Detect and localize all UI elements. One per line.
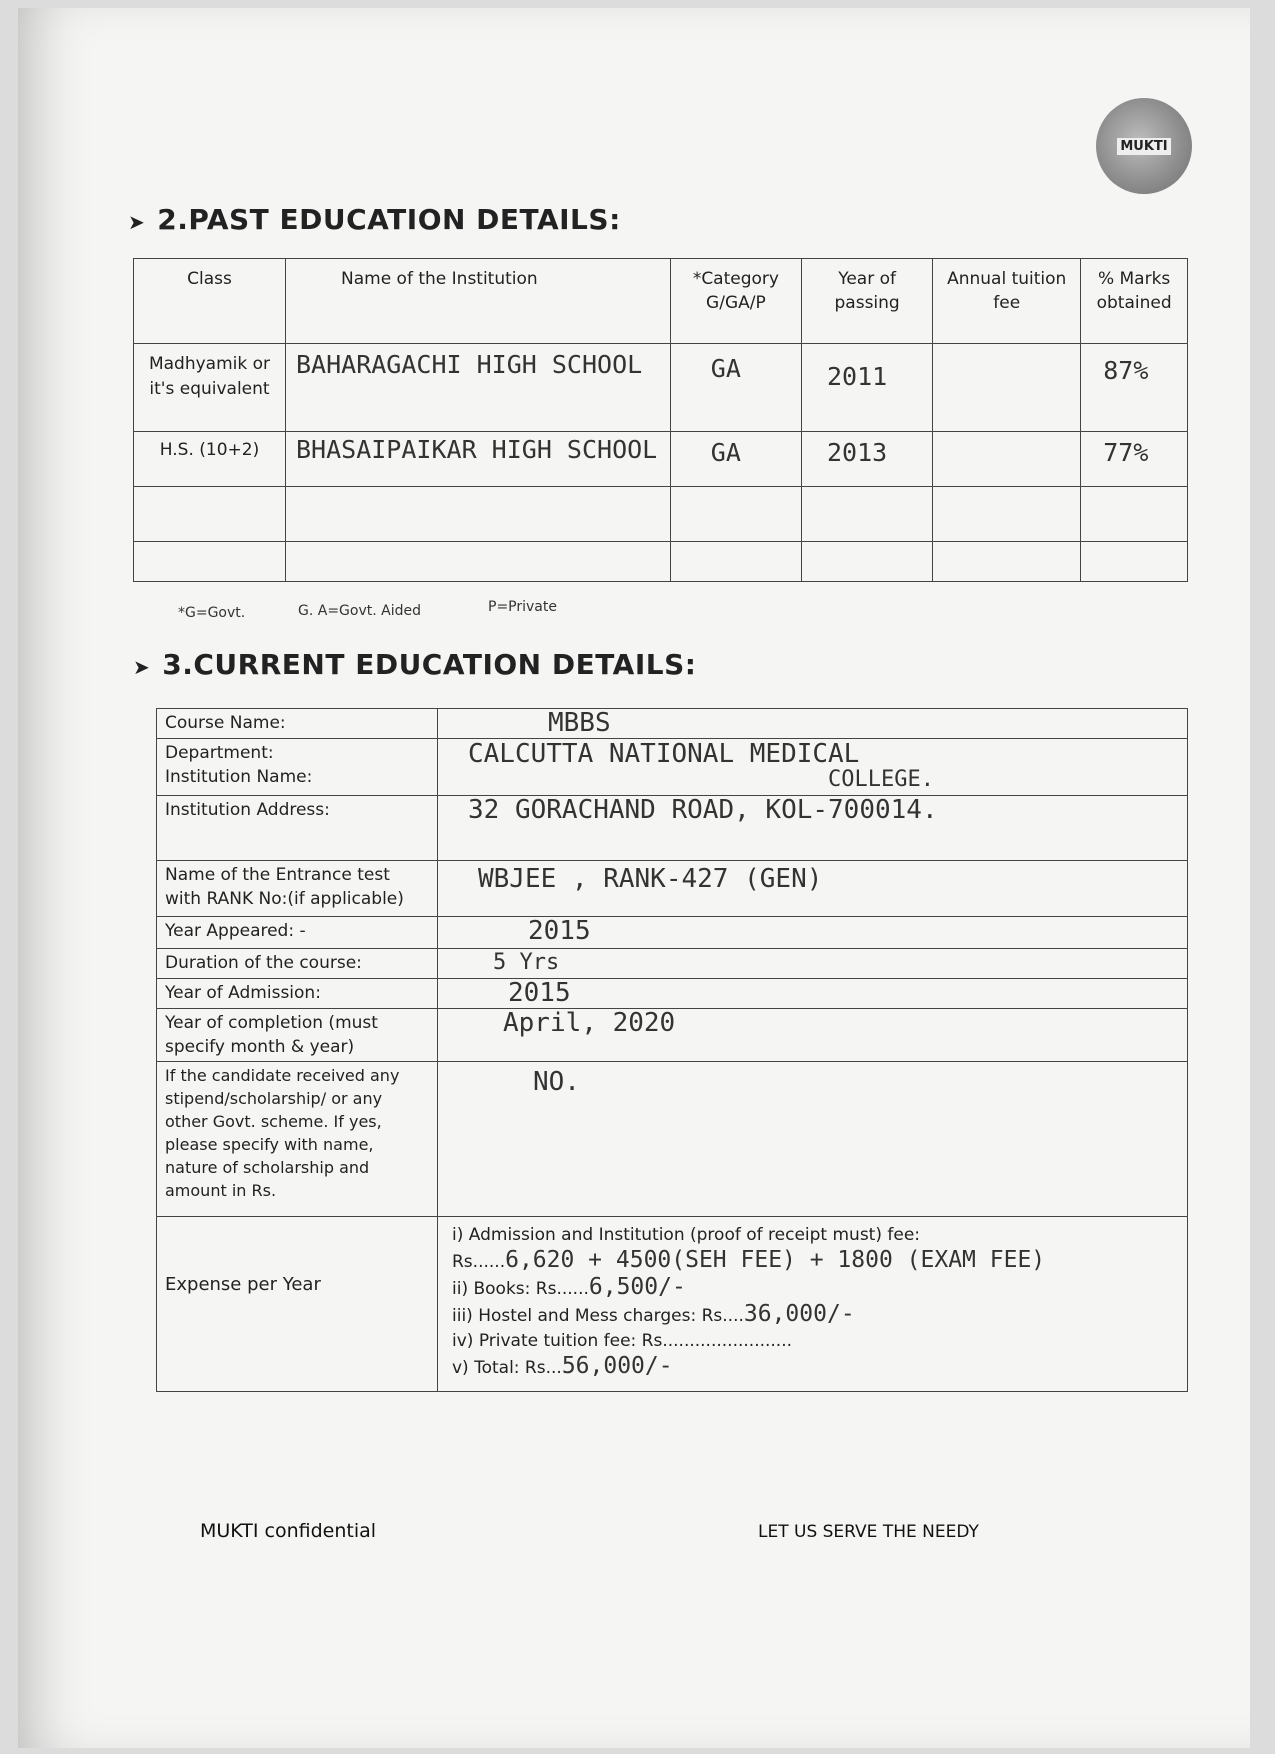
admission-year-label: Year of Admission: xyxy=(157,979,438,1009)
category-legend-private: P=Private xyxy=(488,599,557,615)
institution-cell: BAHARAGACHI HIGH SCHOOL xyxy=(286,344,671,432)
duration-value: 5 Yrs xyxy=(438,949,1188,979)
year-appeared-value: 2015 xyxy=(438,917,1188,949)
admission-fee-line: Rs......6,620 + 4500(SEH FEE) + 1800 (EXAM FEE) xyxy=(452,1247,1046,1273)
total-value: 56,000/- xyxy=(561,1353,673,1379)
col-fee: Annual tuition fee xyxy=(933,259,1081,344)
expense-label: Expense per Year xyxy=(157,1217,438,1392)
admission-year-value: 2015 xyxy=(438,979,1188,1009)
mukti-logo xyxy=(1096,98,1192,194)
course-name-value: MBBS xyxy=(438,709,1188,739)
year-appeared-label: Year Appeared: - xyxy=(157,917,438,949)
fee-cell xyxy=(933,432,1081,487)
table-header-row xyxy=(134,259,1188,344)
table-row xyxy=(157,917,1188,949)
bullet-arrow-icon: ➤ xyxy=(128,210,146,234)
table-row xyxy=(134,344,1188,432)
books-line: ii) Books: Rs......6,500/- xyxy=(452,1274,686,1300)
col-category: *Category G/GA/P xyxy=(670,259,801,344)
table-row xyxy=(157,1062,1188,1217)
department-label: Department: xyxy=(165,743,274,763)
year-cell: 2013 xyxy=(802,432,933,487)
past-education-heading: ➤ 2.PAST EDUCATION DETAILS: xyxy=(128,203,621,236)
expense-details xyxy=(438,1217,1188,1392)
bullet-arrow-icon: ➤ xyxy=(133,655,151,679)
tuition-line: iv) Private tuition fee: Rs........................ xyxy=(452,1331,793,1351)
year-cell: 2011 xyxy=(802,344,933,432)
duration-label: Duration of the course: xyxy=(157,949,438,979)
table-row-empty xyxy=(134,542,1188,582)
col-class: Class xyxy=(134,259,286,344)
footer-tagline: LET US SERVE THE NEEDY xyxy=(758,1522,979,1542)
table-row xyxy=(157,739,1188,796)
institution-address-label: Institution Address: xyxy=(157,796,438,861)
stipend-label: If the candidate received any stipend/scholarship/ or any other Govt. scheme. If yes, please specify with name, nature of scholarship and amount in Rs. xyxy=(157,1062,438,1217)
institution-name-label: Department: Institution Name: xyxy=(157,739,438,796)
completion-year-label: Year of completion (must specify month & year) xyxy=(157,1009,438,1062)
hostel-line: iii) Hostel and Mess charges: Rs....36,000/- xyxy=(452,1301,855,1327)
col-institution: Name of the Institution xyxy=(286,259,671,344)
course-name-label: Course Name: xyxy=(157,709,438,739)
table-row xyxy=(157,949,1188,979)
category-cell: GA xyxy=(670,344,801,432)
current-education-heading: ➤ 3.CURRENT EDUCATION DETAILS: xyxy=(133,648,697,681)
table-row xyxy=(157,861,1188,917)
books-value: 6,500/- xyxy=(588,1274,686,1300)
footer-confidential: MUKTI confidential xyxy=(200,1520,377,1542)
table-row xyxy=(157,1009,1188,1062)
table-row xyxy=(157,1217,1188,1392)
category-legend-aided: G. A=Govt. Aided xyxy=(298,603,421,619)
admission-fee-label: i) Admission and Institution (proof of receipt must) fee: xyxy=(452,1225,921,1245)
institution-cell: BHASAIPAIKAR HIGH SCHOOL xyxy=(286,432,671,487)
table-row xyxy=(157,979,1188,1009)
stipend-value: NO. xyxy=(438,1062,1188,1217)
fee-cell xyxy=(933,344,1081,432)
col-year: Year of passing xyxy=(802,259,933,344)
institution-name-value: CALCUTTA NATIONAL MEDICAL COLLEGE. xyxy=(438,739,1188,796)
category-legend-govt: *G=Govt. xyxy=(178,605,246,621)
class-cell: H.S. (10+2) xyxy=(134,432,286,487)
col-marks: % Marks obtained xyxy=(1081,259,1188,344)
table-row xyxy=(157,796,1188,861)
category-cell: GA xyxy=(670,432,801,487)
logo-text: MUKTI xyxy=(1117,138,1170,155)
hostel-value: 36,000/- xyxy=(743,1301,855,1327)
marks-cell: 87% xyxy=(1081,344,1188,432)
current-education-table xyxy=(156,708,1188,1392)
form-page xyxy=(18,8,1250,1748)
table-row xyxy=(157,709,1188,739)
entrance-test-label: Name of the Entrance test with RANK No:(if applicable) xyxy=(157,861,438,917)
marks-cell: 77% xyxy=(1081,432,1188,487)
admission-fee-value: 6,620 + 4500(SEH FEE) + 1800 (EXAM FEE) xyxy=(505,1247,1046,1273)
table-row xyxy=(134,432,1188,487)
institution-address-value: 32 GORACHAND ROAD, KOL-700014. xyxy=(438,796,1188,861)
past-education-table xyxy=(133,258,1188,582)
table-row-empty xyxy=(134,487,1188,542)
completion-year-value: April, 2020 xyxy=(438,1009,1188,1062)
class-cell: Madhyamik or it's equivalent xyxy=(134,344,286,432)
entrance-test-value: WBJEE , RANK-427 (GEN) xyxy=(438,861,1188,917)
total-line: v) Total: Rs...56,000/- xyxy=(452,1353,673,1379)
